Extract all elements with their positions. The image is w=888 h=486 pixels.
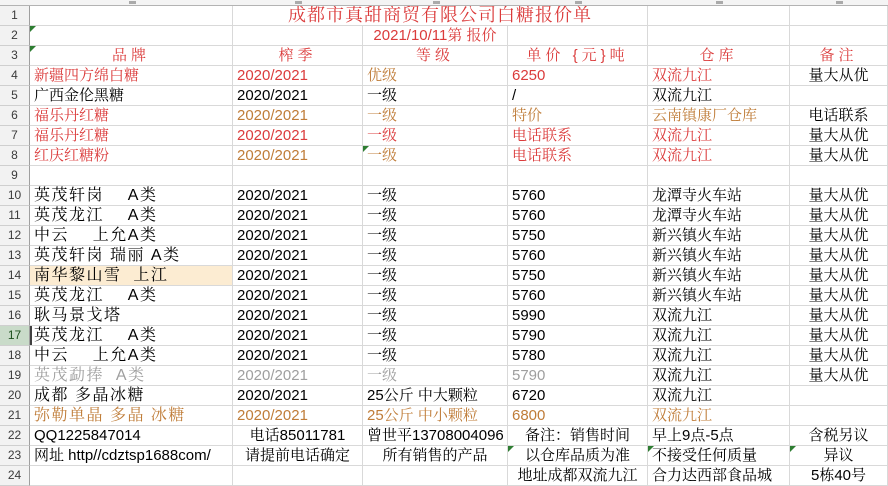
sheet-row: [0, 326, 888, 346]
cell-E13[interactable]: 新兴镇火车站: [648, 246, 790, 266]
cell-F9[interactable]: [790, 166, 888, 186]
sheet-row: [0, 206, 888, 226]
cell-C13[interactable]: 一级: [363, 246, 508, 266]
cell-C6[interactable]: 一级: [363, 106, 508, 126]
cell-C3[interactable]: 等级: [363, 46, 508, 66]
sheet-title[interactable]: 成都市真甜商贸有限公司白糖报价单: [233, 6, 648, 26]
cell-A10[interactable]: 英茂轩岗 A类: [30, 186, 233, 206]
sheet-row: [0, 126, 888, 146]
sheet-row: [0, 46, 888, 66]
cell-F7[interactable]: 量大从优: [790, 126, 888, 146]
cell-C14[interactable]: 一级: [363, 266, 508, 286]
cell-D10[interactable]: 5760: [508, 186, 648, 206]
cell-E16[interactable]: 双流九江: [648, 306, 790, 326]
row-header-19[interactable]: 19: [0, 366, 30, 386]
cell-B15[interactable]: 2020/2021: [233, 286, 363, 306]
cell-B24[interactable]: [233, 466, 363, 486]
cell-B5[interactable]: 2020/2021: [233, 86, 363, 106]
cell-E11[interactable]: 龙潭寺火车站: [648, 206, 790, 226]
cell-D16[interactable]: 5990: [508, 306, 648, 326]
sheet-row: [0, 446, 888, 466]
cell-E1[interactable]: [648, 6, 790, 26]
cell-D8[interactable]: 电话联系: [508, 146, 648, 166]
row-header-13[interactable]: 13: [0, 246, 30, 266]
cell-F2[interactable]: [790, 26, 888, 46]
cell-F16[interactable]: 量大从优: [790, 306, 888, 326]
cell-B19[interactable]: 2020/2021: [233, 366, 363, 386]
cell-D2[interactable]: [508, 26, 648, 46]
cell-C7[interactable]: 一级: [363, 126, 508, 146]
cell-B13[interactable]: 2020/2021: [233, 246, 363, 266]
sheet-row: [0, 406, 888, 426]
cell-A12[interactable]: 中云 上允A类: [30, 226, 233, 246]
cell-A13[interactable]: 英茂轩岗 瑞丽 A类: [30, 246, 233, 266]
cell-C9[interactable]: [363, 166, 508, 186]
column-letter-remnant: [295, 1, 302, 4]
cell-F15[interactable]: 量大从优: [790, 286, 888, 306]
cell-B10[interactable]: 2020/2021: [233, 186, 363, 206]
column-letter-remnant: [836, 1, 843, 4]
cell-E12[interactable]: 新兴镇火车站: [648, 226, 790, 246]
cell-D12[interactable]: 5750: [508, 226, 648, 246]
cell-F24[interactable]: 5栋40号: [790, 466, 888, 486]
cell-A5[interactable]: 广西金伦黑糖: [30, 86, 233, 106]
cell-E5[interactable]: 双流九江: [648, 86, 790, 106]
spreadsheet-grid: [0, 6, 888, 486]
sheet-row: [0, 426, 888, 446]
cell-B6[interactable]: 2020/2021: [233, 106, 363, 126]
cell-D23[interactable]: 以仓库品质为准: [508, 446, 648, 466]
cell-E20[interactable]: 双流九江: [648, 386, 790, 406]
error-indicator-triangle: [790, 446, 796, 452]
cell-C23[interactable]: 所有销售的产品: [363, 446, 508, 466]
cell-B7[interactable]: 2020/2021: [233, 126, 363, 146]
column-letter-remnant: [575, 1, 582, 4]
cell-D3[interactable]: 单价 {元}吨: [508, 46, 648, 66]
sheet-row: [0, 166, 888, 186]
row-header-9[interactable]: 9: [0, 166, 30, 186]
cell-F14[interactable]: 量大从优: [790, 266, 888, 286]
cell-C20[interactable]: 25公斤 中大颗粒: [363, 386, 508, 406]
cell-F3[interactable]: 备注: [790, 46, 888, 66]
cell-B18[interactable]: 2020/2021: [233, 346, 363, 366]
cell-A7[interactable]: 福乐丹红糖: [30, 126, 233, 146]
cell-F11[interactable]: 量大从优: [790, 206, 888, 226]
cell-B8[interactable]: 2020/2021: [233, 146, 363, 166]
cell-F22[interactable]: 含税另议: [790, 426, 888, 446]
cell-C18[interactable]: 一级: [363, 346, 508, 366]
row-header-20[interactable]: 20: [0, 386, 30, 406]
sheet-row: [0, 146, 888, 166]
cell-D21[interactable]: 6800: [508, 406, 648, 426]
cell-F17[interactable]: 量大从优: [790, 326, 888, 346]
cell-F19[interactable]: 量大从优: [790, 366, 888, 386]
cell-E21[interactable]: 双流九江: [648, 406, 790, 426]
cell-A6[interactable]: 福乐丹红糖: [30, 106, 233, 126]
cell-F4[interactable]: 量大从优: [790, 66, 888, 86]
cell-C19[interactable]: 一级: [363, 366, 508, 386]
cell-E14[interactable]: 新兴镇火车站: [648, 266, 790, 286]
row-header-7[interactable]: 7: [0, 126, 30, 146]
sheet-row: [0, 366, 888, 386]
cell-D24[interactable]: 地址成都双流九江: [508, 466, 648, 486]
cell-A22[interactable]: QQ1225847014: [30, 426, 233, 446]
sheet-row: [0, 106, 888, 126]
sheet-row: [0, 306, 888, 326]
cell-D11[interactable]: 5760: [508, 206, 648, 226]
cell-F5[interactable]: [790, 86, 888, 106]
cell-F18[interactable]: 量大从优: [790, 346, 888, 366]
row-header-21[interactable]: 21: [0, 406, 30, 426]
cell-F13[interactable]: 量大从优: [790, 246, 888, 266]
cell-C5[interactable]: 一级: [363, 86, 508, 106]
cell-B17[interactable]: 2020/2021: [233, 326, 363, 346]
cell-A9[interactable]: [30, 166, 233, 186]
cell-D6[interactable]: 特价: [508, 106, 648, 126]
cell-B3[interactable]: 榨季: [233, 46, 363, 66]
cell-C2[interactable]: 2021/10/11第 报价: [363, 26, 508, 46]
cell-E10[interactable]: 龙潭寺火车站: [648, 186, 790, 206]
cell-C21[interactable]: 25公斤 中小颗粒: [363, 406, 508, 426]
sheet-row: [0, 66, 888, 86]
cell-C17[interactable]: 一级: [363, 326, 508, 346]
cell-F6[interactable]: 电话联系: [790, 106, 888, 126]
row-header-3[interactable]: 3: [0, 46, 30, 66]
cell-C11[interactable]: 一级: [363, 206, 508, 226]
cell-E9[interactable]: [648, 166, 790, 186]
cell-C4[interactable]: 优级: [363, 66, 508, 86]
cell-A11[interactable]: 英茂龙江 A类: [30, 206, 233, 226]
cell-A8[interactable]: 红庆红糖粉: [30, 146, 233, 166]
row-header-22[interactable]: 22: [0, 426, 30, 446]
sheet-row: [0, 6, 888, 26]
row-header-6[interactable]: 6: [0, 106, 30, 126]
sheet-row: [0, 86, 888, 106]
row-header-8[interactable]: 8: [0, 146, 30, 166]
row-header-23[interactable]: 23: [0, 446, 30, 466]
column-letter-remnant: [129, 1, 136, 4]
sheet-row: [0, 186, 888, 206]
cell-A2[interactable]: [30, 26, 233, 46]
cell-A21[interactable]: 弥勒单晶 多晶 冰糖: [30, 406, 233, 426]
cell-D7[interactable]: 电话联系: [508, 126, 648, 146]
cell-D9[interactable]: [508, 166, 648, 186]
sheet-row: [0, 466, 888, 486]
cell-A18[interactable]: 中云 上允A类: [30, 346, 233, 366]
sheet-row: [0, 226, 888, 246]
column-letter-remnant: [433, 1, 440, 4]
cell-D5[interactable]: /: [508, 86, 648, 106]
cell-E18[interactable]: 双流九江: [648, 346, 790, 366]
cell-C24[interactable]: [363, 466, 508, 486]
error-indicator-triangle: [30, 26, 36, 32]
column-letter-remnant: [716, 1, 723, 4]
cell-D17[interactable]: 5790: [508, 326, 648, 346]
sheet-row: [0, 386, 888, 406]
error-indicator-triangle: [363, 146, 369, 152]
cell-F1[interactable]: [790, 6, 888, 26]
row-header-1[interactable]: 1: [0, 6, 30, 26]
row-header-18[interactable]: 18: [0, 346, 30, 366]
sheet-row: [0, 266, 888, 286]
row-header-16[interactable]: 16: [0, 306, 30, 326]
cell-D14[interactable]: 5750: [508, 266, 648, 286]
cell-F12[interactable]: 量大从优: [790, 226, 888, 246]
sheet-row: [0, 346, 888, 366]
cell-E2[interactable]: [648, 26, 790, 46]
cell-A15[interactable]: 英茂龙江 A类: [30, 286, 233, 306]
cell-B4[interactable]: 2020/2021: [233, 66, 363, 86]
cell-E6[interactable]: 云南镇康厂仓库: [648, 106, 790, 126]
cell-B21[interactable]: 2020/2021: [233, 406, 363, 426]
row-header-14[interactable]: 14: [0, 266, 30, 286]
cell-E22[interactable]: 早上9点-5点: [648, 426, 790, 446]
cell-E17[interactable]: 双流九江: [648, 326, 790, 346]
cell-A24[interactable]: [30, 466, 233, 486]
cell-D13[interactable]: 5760: [508, 246, 648, 266]
cell-A3[interactable]: 品牌: [30, 46, 233, 66]
row-header-15[interactable]: 15: [0, 286, 30, 306]
cell-C16[interactable]: 一级: [363, 306, 508, 326]
cell-A20[interactable]: 成都 多晶冰糖: [30, 386, 233, 406]
row-header-2[interactable]: 2: [0, 26, 30, 46]
cell-A16[interactable]: 耿马景戈塔: [30, 306, 233, 326]
cell-B20[interactable]: 2020/2021: [233, 386, 363, 406]
cell-B9[interactable]: [233, 166, 363, 186]
cell-B12[interactable]: 2020/2021: [233, 226, 363, 246]
cell-B11[interactable]: 2020/2021: [233, 206, 363, 226]
cell-E3[interactable]: 仓库: [648, 46, 790, 66]
cell-A4[interactable]: 新疆四方绵白糖: [30, 66, 233, 86]
cell-D20[interactable]: 6720: [508, 386, 648, 406]
cell-D4[interactable]: 6250: [508, 66, 648, 86]
cell-D15[interactable]: 5760: [508, 286, 648, 306]
sheet-row: [0, 286, 888, 306]
cell-C22[interactable]: 曾世平13708004096: [363, 426, 508, 446]
cell-B14[interactable]: 2020/2021: [233, 266, 363, 286]
cell-B2[interactable]: [233, 26, 363, 46]
cell-B16[interactable]: 2020/2021: [233, 306, 363, 326]
sheet-row: [0, 26, 888, 46]
cell-F20[interactable]: [790, 386, 888, 406]
cell-E19[interactable]: 双流九江: [648, 366, 790, 386]
row-header-10[interactable]: 10: [0, 186, 30, 206]
error-indicator-triangle: [30, 46, 36, 52]
cell-E7[interactable]: 双流九江: [648, 126, 790, 146]
cell-C10[interactable]: 一级: [363, 186, 508, 206]
row-header-17[interactable]: 17: [0, 326, 30, 346]
cell-F21[interactable]: [790, 406, 888, 426]
cell-E4[interactable]: 双流九江: [648, 66, 790, 86]
cell-E8[interactable]: 双流九江: [648, 146, 790, 166]
cell-E24[interactable]: 合力达西部食品城: [648, 466, 790, 486]
cell-E15[interactable]: 新兴镇火车站: [648, 286, 790, 306]
cell-C8[interactable]: 一级: [363, 146, 508, 166]
cell-C12[interactable]: 一级: [363, 226, 508, 246]
cell-A1[interactable]: [30, 6, 233, 26]
cell-B22[interactable]: 电话85011781: [233, 426, 363, 446]
error-indicator-triangle: [508, 446, 514, 452]
row-header-12[interactable]: 12: [0, 226, 30, 246]
cell-E23[interactable]: 不接受任何质量: [648, 446, 790, 466]
row-header-11[interactable]: 11: [0, 206, 30, 226]
cell-C15[interactable]: 一级: [363, 286, 508, 306]
cell-A23[interactable]: 网址 http//cdztsp1688com/: [30, 446, 233, 466]
cell-F23[interactable]: 异议: [790, 446, 888, 466]
cell-A19[interactable]: 英茂勐捧 A类: [30, 366, 233, 386]
row-header-4[interactable]: 4: [0, 66, 30, 86]
error-indicator-triangle: [648, 446, 654, 452]
cell-A17[interactable]: 英茂龙江 A类: [30, 326, 233, 346]
cell-B23[interactable]: 请提前电话确定: [233, 446, 363, 466]
row-header-5[interactable]: 5: [0, 86, 30, 106]
cell-D18[interactable]: 5780: [508, 346, 648, 366]
sheet-row: [0, 246, 888, 266]
cell-A14[interactable]: 南华黎山雪 上江: [30, 266, 233, 286]
cell-F10[interactable]: 量大从优: [790, 186, 888, 206]
cell-D22[interactable]: 备注：销售时间: [508, 426, 648, 446]
cell-F8[interactable]: 量大从优: [790, 146, 888, 166]
row-header-24[interactable]: 24: [0, 466, 30, 486]
cell-D19[interactable]: 5790: [508, 366, 648, 386]
